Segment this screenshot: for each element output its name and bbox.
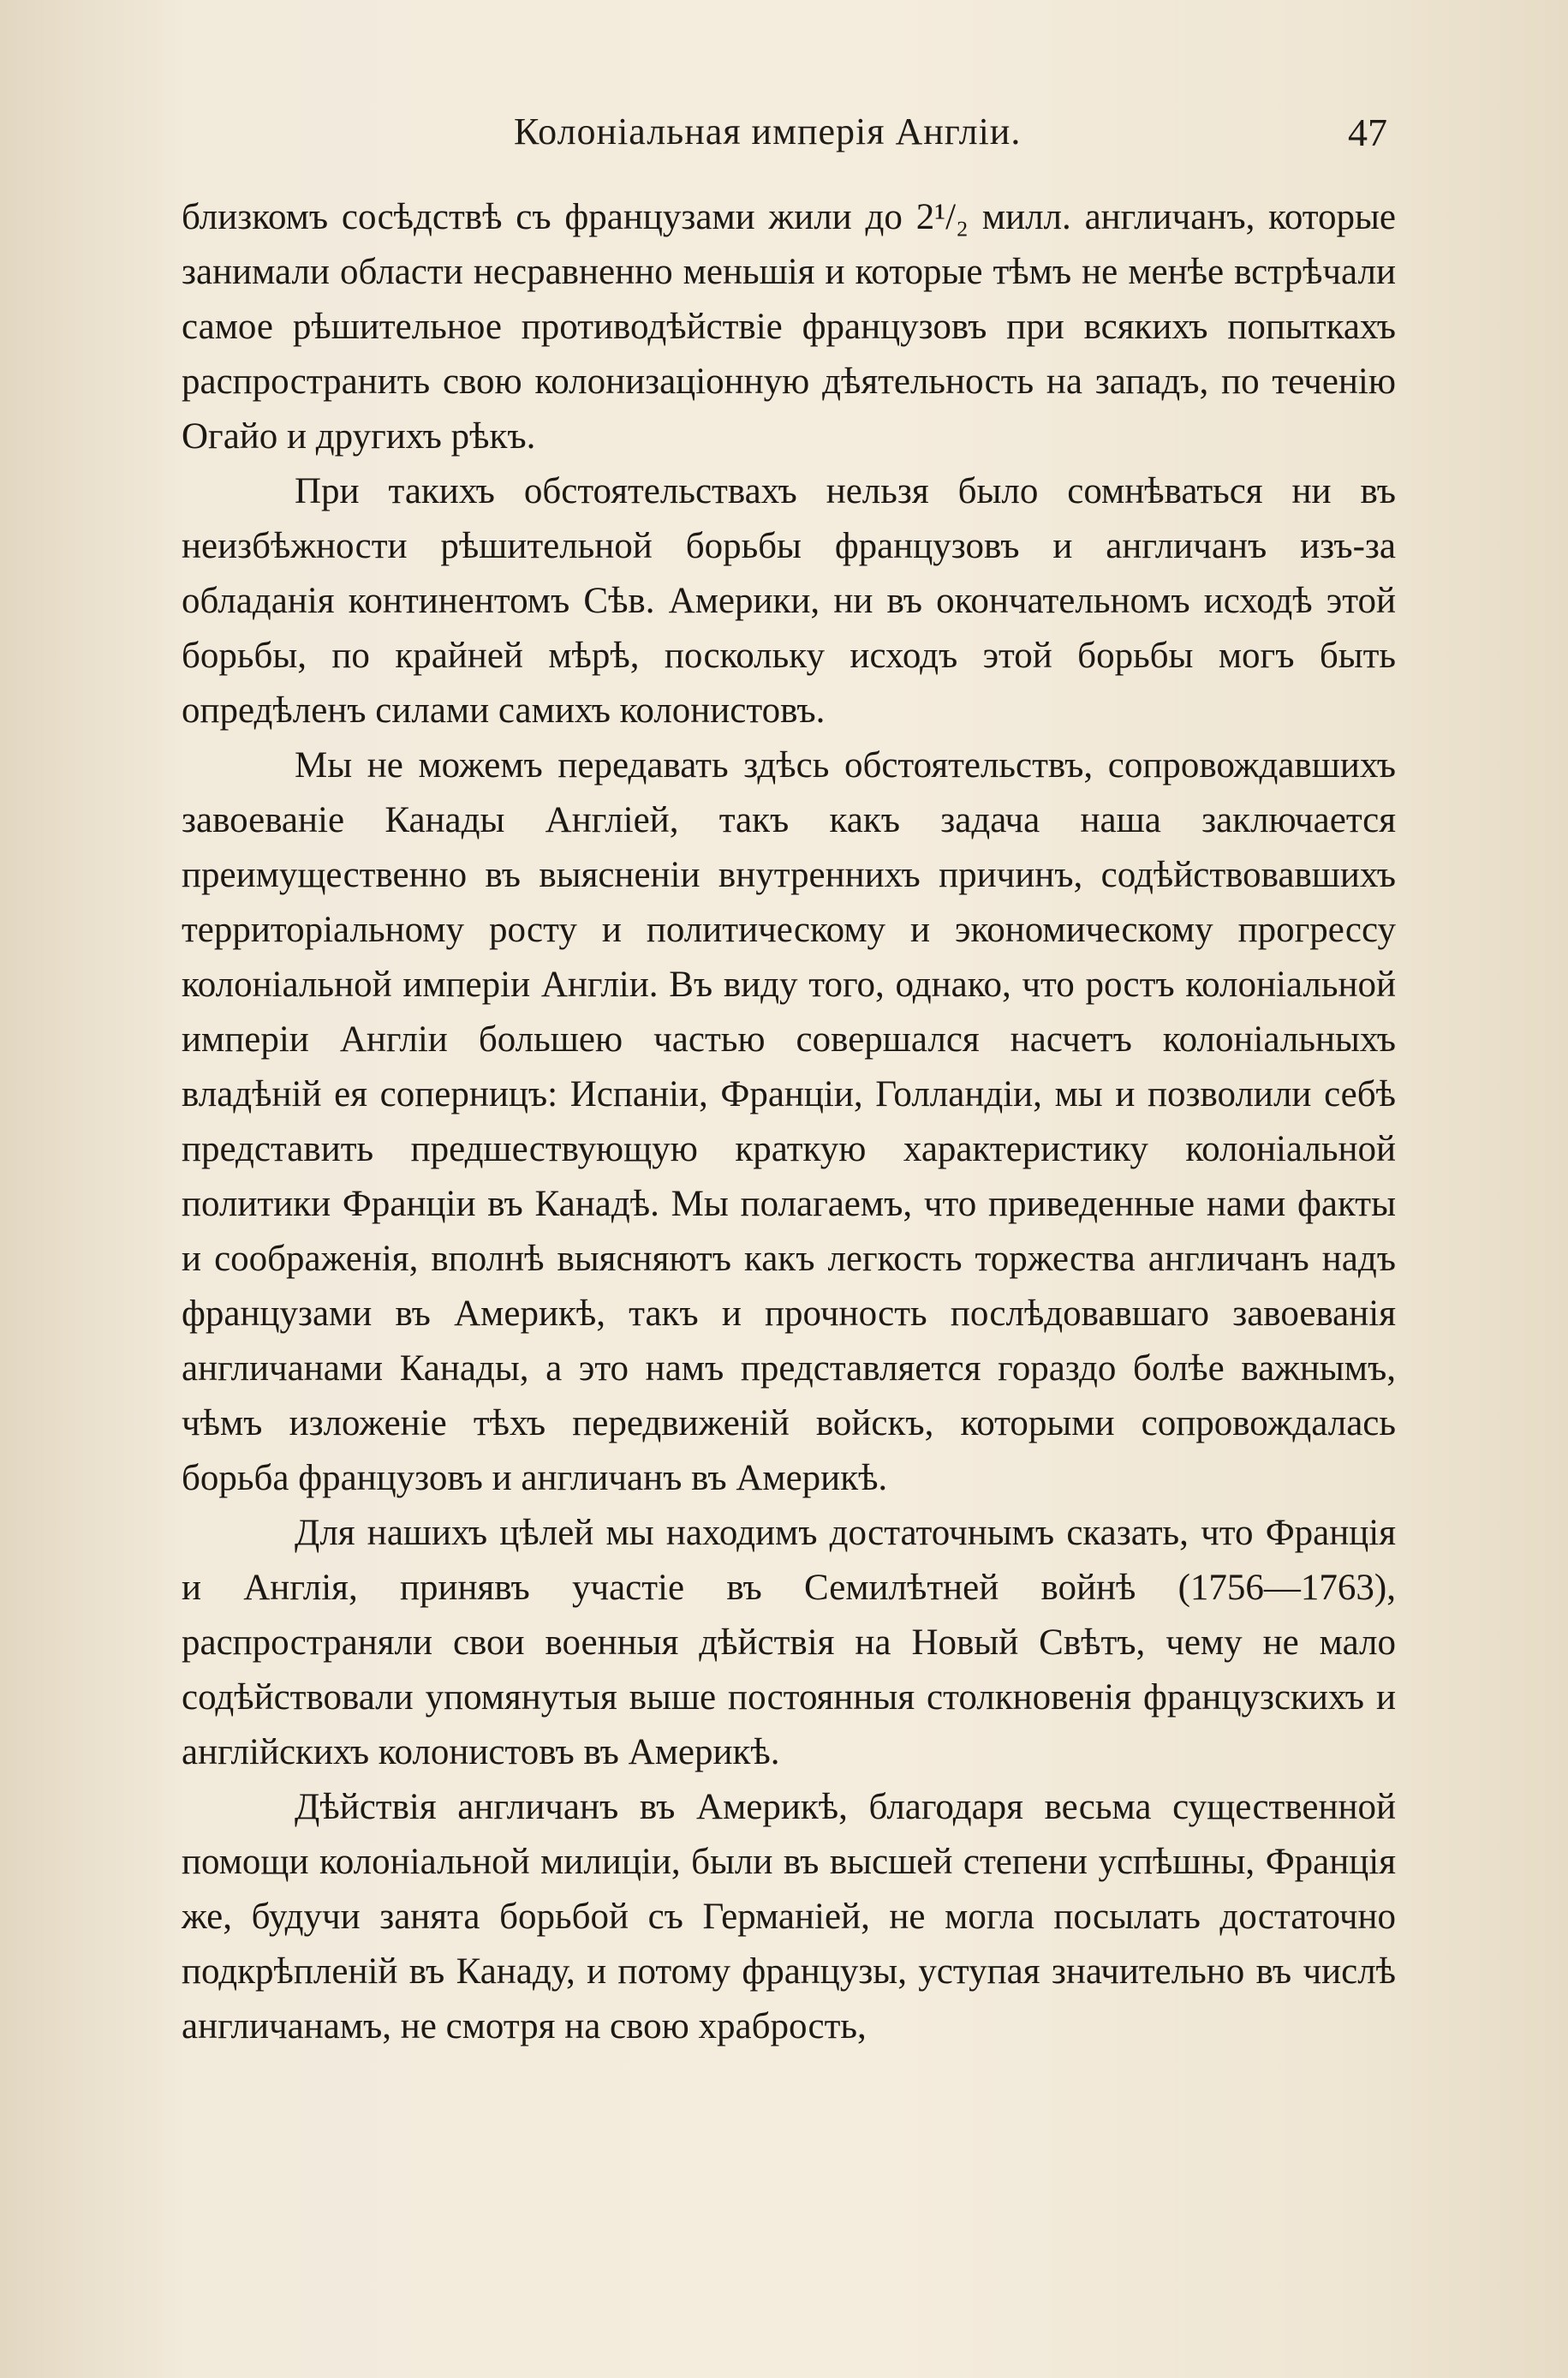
paragraph: Дѣйствія англичанъ въ Америкѣ, благодаря весьма существенной помощи колоніальной милиціи, были въ высшей степени успѣшны, Франція же, будучи занята борьбой съ Германіей, не могла посылать достаточно подкрѣпленій въ Канаду, и потому французы, уступая значительно въ числѣ англичанамъ, не смотря на свою храбрость, xyxy=(182,1787,1396,2046)
page-number: 47 xyxy=(1348,111,1387,154)
paragraph-continued: близкомъ сосѣдствѣ съ французами жили до 2¹/₂ милл. англичанъ, которые занимали области несравненно меньшія и которые тѣмъ не менѣе встрѣчали самое рѣшительное противодѣйствіе французовъ при всякихъ попыткахъ распространить свою колонизаціонную дѣятельность на западъ, по теченію Огайо и другихъ рѣкъ. xyxy=(182,197,1396,457)
paragraph: При такихъ обстоятельствахъ нельзя было сомнѣваться ни въ неизбѣжности рѣшительной борьбы французовъ и англичанъ изъ-за обладанія континентомъ Сѣв. Америки, ни въ окончательномъ исходѣ этой борьбы, по крайней мѣрѣ, поскольку исходъ этой борьбы могъ быть опредѣленъ силами самихъ колонистовъ. xyxy=(182,471,1396,731)
running-title: Колоніальная имперія Англіи. xyxy=(514,111,1022,152)
paragraph: Для нашихъ цѣлей мы находимъ достаточнымъ сказать, что Франція и Англія, принявъ участіе въ Семилѣтней войнѣ (1756—1763), распространяли свои военныя дѣйствія на Новый Свѣтъ, чему не мало содѣйствовали упомянутыя выше постоянныя столкновенія французскихъ и англійскихъ колонистовъ въ Америкѣ. xyxy=(182,1513,1396,1772)
page-header xyxy=(180,110,1387,161)
body-text xyxy=(182,190,1396,2054)
paragraph: Мы не можемъ передавать здѣсь обстоятельствъ, сопровождавшихъ завоеваніе Канады Англіей, такъ какъ задача наша заключается преимущественно въ выясненіи внутреннихъ причинъ, содѣйствовавшихъ территоріальному росту и политическому и экономическому прогрессу колоніальной имперіи Англіи. Въ виду того, однако, что ростъ колоніальной имперіи Англіи большею частью совершался насчетъ колоніальныхъ владѣній ея соперницъ: Испаніи, Франціи, Голландіи, мы и позволили себѣ представить предшествующую краткую характеристику колоніальной политики Франціи въ Канадѣ. Мы полагаемъ, что приведенные нами факты и соображенія, вполнѣ выясняютъ какъ легкость торжества англичанъ надъ французами въ Америкѣ, такъ и прочность послѣдовавшаго завоеванія англичанами Канады, а это намъ представляется гораздо болѣе важнымъ, чѣмъ изложеніе тѣхъ передвиженій войскъ, которыми сопровождалась борьба французовъ и англичанъ въ Америкѣ. xyxy=(182,745,1396,1498)
